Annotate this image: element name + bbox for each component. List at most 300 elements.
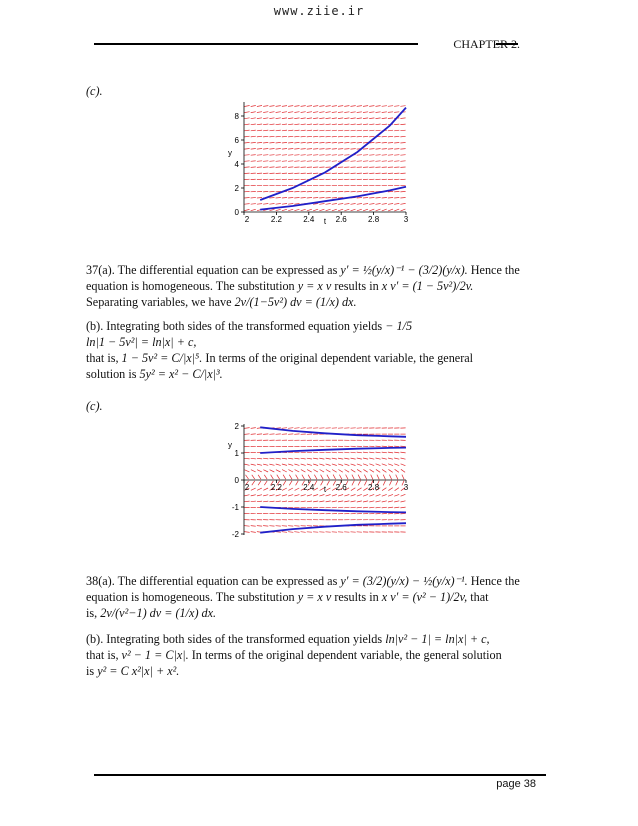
x-tick-label: 2.4 (303, 215, 315, 224)
eq-37a-2: x v′ = (1 − 5v²)/2v. (381, 279, 474, 293)
field-arrow (294, 130, 299, 131)
field-arrow (382, 513, 387, 514)
field-arrow (319, 452, 324, 453)
field-arrow (363, 501, 368, 502)
field-arrow (382, 142, 387, 143)
field-arrow (388, 464, 393, 466)
field-arrow (351, 501, 356, 502)
field-arrow (307, 155, 312, 156)
field-arrow (301, 464, 306, 465)
field-arrow (319, 136, 324, 137)
field-arrow (269, 501, 274, 502)
field-arrow (338, 191, 343, 192)
field-arrow (307, 112, 312, 113)
field-arrow (326, 470, 331, 473)
field-arrow (363, 452, 368, 453)
field-arrow (400, 446, 405, 447)
field-arrow (251, 124, 256, 125)
field-arrow (344, 464, 349, 466)
field-arrow (251, 495, 256, 496)
field-arrow (351, 106, 356, 107)
field-arrow (358, 481, 360, 486)
field-arrow (301, 470, 306, 473)
field-arrow (402, 475, 404, 480)
field-arrow (251, 204, 256, 205)
field-arrow (344, 118, 349, 119)
field-arrow (244, 428, 249, 429)
field-arrow (344, 106, 349, 107)
field-arrow (263, 161, 268, 162)
field-arrow (257, 470, 262, 472)
field-arrow (394, 501, 399, 502)
field-arrow (307, 452, 312, 453)
field-arrow (244, 167, 249, 168)
field-arrow (394, 143, 399, 144)
field-arrow (251, 130, 256, 131)
field-arrow (369, 112, 374, 113)
field-arrow (326, 464, 331, 466)
field-arrow (344, 501, 349, 502)
field-arrow (351, 191, 356, 192)
field-arrow (394, 446, 399, 447)
field-arrow (269, 161, 274, 162)
field-arrow (257, 458, 262, 459)
field-arrow (369, 161, 374, 162)
field-arrow (244, 136, 249, 137)
x-tick-label: 2 (244, 215, 250, 224)
field-arrow (245, 209, 250, 210)
field-arrow (276, 495, 281, 496)
field-arrow (263, 434, 268, 435)
field-arrow (382, 106, 387, 107)
field-arrow (344, 209, 349, 211)
field-arrow (294, 161, 299, 162)
field-arrow (257, 198, 262, 199)
field-arrow (376, 501, 381, 502)
field-arrow (294, 464, 299, 465)
field-arrow (307, 118, 312, 119)
field-arrow (288, 488, 293, 490)
field-arrow (388, 469, 392, 472)
field-arrow (282, 204, 287, 205)
field-arrow (251, 198, 256, 199)
field-arrow (289, 475, 292, 480)
field-arrow (326, 149, 331, 150)
field-arrow (351, 495, 356, 497)
field-arrow (363, 458, 368, 459)
field-arrow (313, 191, 318, 192)
x-tick-label: 2.2 (270, 215, 282, 224)
field-arrow (357, 452, 362, 453)
field-arrow (338, 142, 343, 143)
field-arrow (282, 118, 287, 119)
field-arrow (276, 209, 281, 210)
field-arrow (307, 458, 312, 459)
field-arrow (321, 481, 324, 486)
field-arrow (301, 209, 306, 210)
field-arrow (382, 446, 387, 447)
field-arrow (269, 458, 274, 459)
field-arrow (344, 155, 349, 156)
x-tick-label: 3 (403, 483, 409, 492)
field-arrow (257, 526, 262, 527)
field-arrow (332, 124, 337, 125)
field-arrow (326, 118, 331, 119)
field-arrow (358, 475, 360, 480)
field-arrow (363, 507, 368, 508)
field-arrow (313, 106, 318, 107)
field-arrow (313, 501, 318, 502)
field-arrow (313, 161, 318, 162)
field-arrow (369, 124, 374, 125)
field-arrow (326, 204, 331, 205)
field-arrow (382, 501, 387, 502)
field-arrow (251, 464, 256, 465)
field-arrow (307, 149, 312, 150)
field-arrow (307, 209, 312, 211)
field-arrow (400, 191, 405, 192)
field-arrow (351, 204, 356, 205)
field-arrow (345, 470, 350, 473)
field-arrow (269, 106, 274, 107)
field-arrow (269, 149, 274, 150)
field-arrow (296, 481, 299, 486)
field-arrow (382, 469, 386, 472)
field-arrow (357, 124, 362, 125)
field-arrow (394, 203, 399, 204)
field-arrow (301, 428, 306, 429)
field-arrow (388, 494, 393, 496)
x-tick-label: 2.6 (335, 215, 347, 224)
field-arrow (344, 112, 349, 113)
field-arrow (282, 495, 287, 496)
field-arrow (257, 488, 262, 490)
field-arrow (394, 191, 399, 192)
field-arrow (332, 112, 337, 113)
field-arrow (244, 149, 249, 150)
field-arrow (263, 149, 268, 150)
field-arrow (326, 112, 331, 113)
field-arrow (244, 130, 249, 131)
field-arrow (301, 458, 306, 459)
field-arrow (376, 452, 381, 453)
chapter-label: CHAPTER 2. (453, 37, 520, 51)
field-arrow (269, 136, 274, 137)
field-arrow (338, 112, 343, 113)
field-arrow (376, 469, 380, 472)
field-arrow (351, 136, 356, 137)
field-arrow (332, 136, 337, 137)
field-arrow (332, 452, 337, 453)
field-arrow (327, 481, 330, 486)
field-arrow (352, 481, 354, 486)
field-arrow (263, 136, 268, 137)
field-arrow (357, 161, 362, 162)
field-arrow (319, 501, 324, 502)
x-axis-label: t (323, 217, 327, 225)
field-arrow (332, 149, 337, 150)
field-arrow (326, 124, 331, 125)
field-arrow (344, 124, 349, 125)
field-arrow (388, 513, 393, 514)
field-arrow (394, 155, 399, 156)
field-arrow (251, 161, 256, 162)
field-arrow (382, 136, 387, 137)
field-arrow (277, 475, 280, 480)
field-arrow (301, 118, 306, 119)
field-arrow (251, 526, 256, 527)
field-arrow (394, 507, 399, 508)
field-arrow (288, 470, 293, 472)
field-arrow (320, 470, 325, 473)
field-arrow (270, 209, 275, 210)
field-arrow (258, 481, 261, 485)
field-arrow (400, 507, 405, 508)
field-arrow (282, 130, 287, 131)
field-arrow (376, 458, 381, 459)
field-arrow (369, 209, 374, 211)
field-arrow (313, 124, 318, 125)
field-arrow (351, 118, 356, 119)
field-arrow (257, 124, 262, 125)
field-arrow (376, 464, 381, 466)
field-arrow (263, 470, 268, 472)
field-arrow (401, 209, 406, 211)
field-arrow (288, 136, 293, 137)
field-arrow (388, 198, 393, 199)
field-arrow (382, 209, 387, 211)
field-arrow (319, 209, 324, 211)
field-arrow (282, 458, 287, 459)
field-arrow (332, 470, 337, 473)
field-arrow (294, 209, 299, 210)
field-arrow (400, 136, 405, 137)
field-arrow (288, 130, 293, 131)
field-arrow (302, 475, 305, 480)
field-arrow (319, 112, 324, 113)
field-arrow (307, 136, 312, 137)
field-arrow (263, 130, 268, 131)
field-arrow (363, 149, 368, 150)
field-arrow (288, 458, 293, 459)
field-arrow (401, 494, 406, 496)
field-arrow (282, 167, 287, 168)
field-arrow (395, 469, 399, 472)
field-arrow (382, 464, 387, 466)
field-arrow (382, 198, 387, 199)
field-arrow (269, 130, 274, 131)
field-arrow (294, 191, 299, 192)
field-arrow (344, 458, 349, 459)
field-arrow (276, 167, 281, 168)
field-arrow (369, 507, 374, 508)
field-arrow (301, 532, 306, 533)
field-arrow (377, 475, 379, 480)
field-arrow (251, 428, 256, 429)
field-arrow (351, 469, 355, 472)
field-arrow (338, 118, 343, 119)
field-arrow (338, 495, 343, 497)
field-arrow (375, 513, 380, 514)
y-tick-label: 6 (234, 136, 239, 145)
field-arrow (338, 209, 343, 211)
field-arrow (294, 428, 299, 429)
field-arrow (294, 124, 299, 125)
part-c-label-1: (c). (86, 84, 103, 98)
field-arrow (282, 142, 287, 143)
field-arrow (276, 501, 281, 502)
field-arrow (313, 470, 318, 473)
field-arrow (338, 464, 343, 466)
field-arrow (288, 501, 293, 502)
field-arrow (388, 143, 393, 144)
field-arrow (263, 167, 268, 168)
field-arrow (369, 494, 374, 496)
x-tick-label: 2.4 (303, 483, 315, 492)
field-arrow (338, 501, 343, 502)
field-arrow (357, 142, 362, 143)
field-arrow (375, 161, 380, 162)
field-arrow (282, 149, 287, 150)
field-arrow (301, 106, 306, 107)
field-arrow (288, 118, 293, 119)
field-arrow (357, 204, 362, 205)
field-arrow (338, 507, 343, 508)
field-arrow (376, 209, 381, 211)
field-arrow (376, 507, 381, 508)
field-arrow (357, 198, 362, 199)
field-arrow (363, 204, 368, 205)
field-arrow (351, 142, 356, 143)
field-arrow (326, 495, 331, 497)
field-arrow (251, 142, 256, 143)
field-arrow (263, 155, 268, 156)
field-arrow (357, 112, 362, 113)
y-axis-label: y (228, 440, 232, 450)
field-arrow (394, 106, 399, 107)
field-arrow (244, 155, 249, 156)
field-arrow (363, 124, 368, 125)
field-arrow (346, 475, 348, 480)
field-arrow (364, 481, 366, 486)
field-arrow (282, 136, 287, 137)
field-arrow (369, 458, 374, 459)
field-arrow (270, 470, 275, 472)
field-arrow (389, 475, 391, 480)
field-arrow (244, 501, 249, 502)
field-arrow (369, 130, 374, 131)
field-arrow (269, 191, 274, 192)
field-arrow (294, 501, 299, 502)
field-arrow (251, 434, 256, 435)
field-arrow (388, 458, 393, 459)
field-arrow (388, 149, 393, 150)
field-arrow (332, 495, 337, 497)
field-arrow (251, 532, 256, 533)
field-arrow (371, 475, 373, 480)
field-arrow (251, 209, 256, 210)
field-arrow (394, 124, 399, 125)
field-arrow (301, 142, 306, 143)
field-arrow (314, 481, 317, 486)
field-arrow (276, 136, 281, 137)
field-arrow (357, 507, 362, 508)
field-arrow (357, 469, 361, 472)
eq-37b-2: 5y² = x² − C/|x|³. (139, 367, 223, 381)
field-arrow (263, 142, 268, 143)
field-arrow (276, 118, 281, 119)
field-arrow (244, 458, 249, 459)
field-arrow (288, 149, 293, 150)
field-arrow (257, 106, 262, 107)
field-arrow (301, 191, 306, 192)
field-arrow (257, 155, 262, 156)
y-tick-label: 8 (234, 112, 239, 121)
field-arrow (363, 118, 368, 119)
field-arrow (400, 203, 405, 204)
field-arrow (326, 198, 331, 199)
field-arrow (308, 475, 311, 480)
field-arrow (326, 161, 331, 162)
field-arrow (288, 532, 293, 533)
paragraph-37b: (b). Integrating both sides of the transformed equation yields − 1/5 ln|1 − 5v²| = ln|x| + c, that is, 1 − 5v² = C/|x|⁵. In terms of the original dependent variable, the general solution is 5y² = x² − C/|x|³. (86, 318, 556, 382)
y-tick-label: 2 (234, 422, 239, 431)
field-arrow (351, 130, 356, 131)
field-arrow (394, 452, 399, 453)
field-arrow (314, 475, 317, 480)
field-arrow (257, 130, 262, 131)
field-arrow (269, 495, 274, 496)
field-arrow (332, 155, 337, 156)
field-arrow (382, 452, 387, 453)
field-arrow (307, 161, 312, 162)
field-arrow (326, 106, 331, 107)
field-arrow (244, 124, 249, 125)
field-arrow (363, 469, 367, 472)
field-arrow (357, 494, 362, 496)
field-arrow (382, 118, 387, 119)
field-arrow (351, 488, 355, 491)
field-arrow (288, 112, 293, 113)
field-arrow (282, 470, 287, 472)
field-arrow (313, 198, 318, 199)
field-arrow (257, 118, 262, 119)
field-arrow (263, 495, 268, 496)
y-tick-label: 0 (234, 208, 239, 217)
field-arrow (313, 142, 318, 143)
field-arrow (375, 446, 380, 447)
field-arrow (264, 475, 267, 479)
field-arrow (244, 112, 249, 113)
field-arrow (295, 488, 300, 490)
field-arrow (351, 507, 356, 508)
field-arrow (344, 136, 349, 137)
field-arrow (400, 118, 405, 119)
field-arrow (257, 464, 262, 465)
field-arrow (338, 130, 343, 131)
field-arrow (364, 475, 366, 480)
solution-curve-1 (260, 427, 406, 437)
field-arrow (357, 106, 362, 107)
field-arrow (382, 112, 387, 113)
field-arrow (244, 526, 249, 527)
field-arrow (326, 130, 331, 131)
field-arrow (394, 130, 399, 131)
field-arrow (319, 198, 324, 199)
field-arrow (276, 142, 281, 143)
field-arrow (388, 209, 393, 211)
field-arrow (282, 112, 287, 113)
